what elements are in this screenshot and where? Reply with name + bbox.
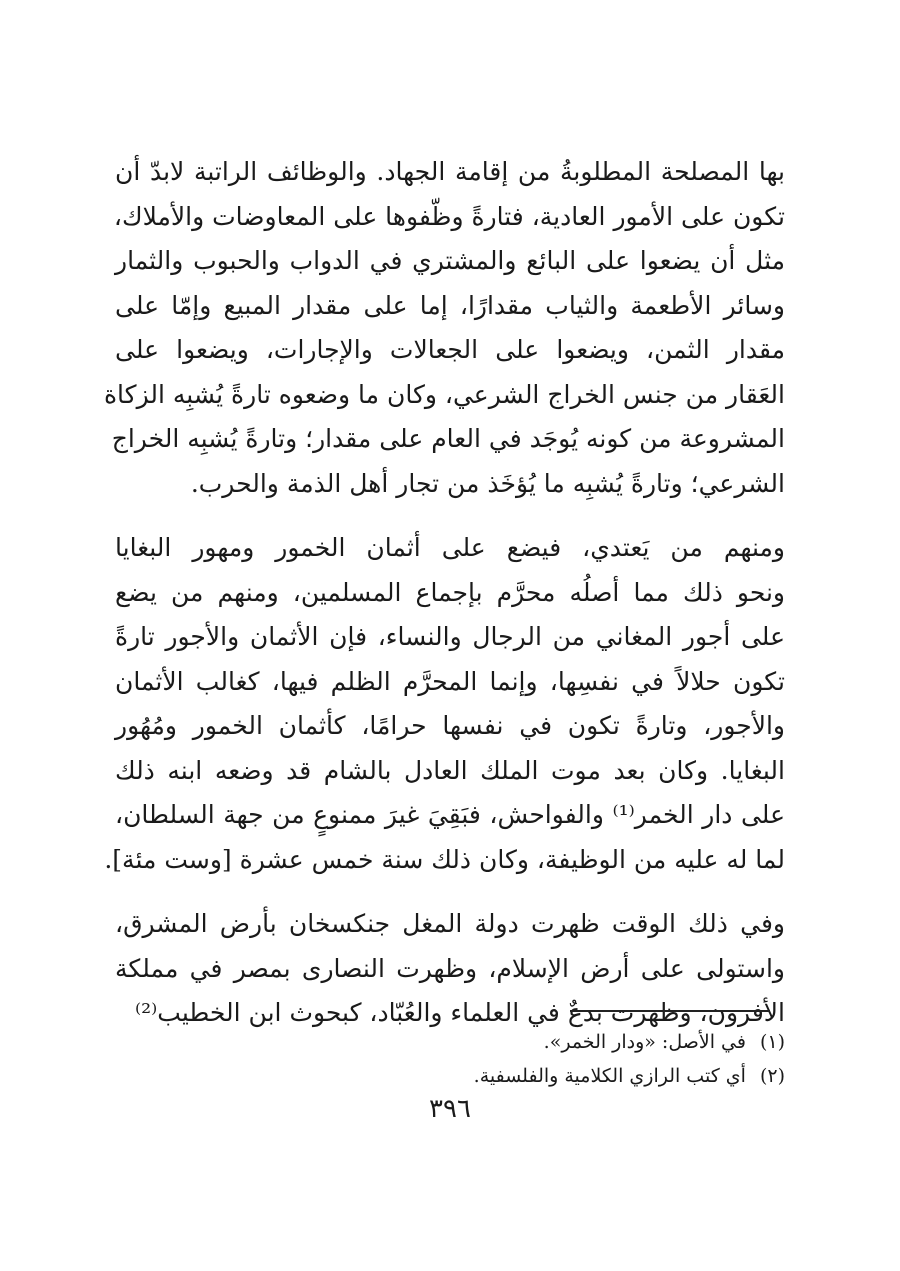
text-line: وسائر الأطعمة والثياب مقدارًا، إما على مقدار المبيع وإمّا على xyxy=(115,290,785,320)
footnote-text: في الأصل: «ودار الخمر». xyxy=(543,1031,746,1053)
footnotes xyxy=(115,1025,785,1093)
text-line: والأجور، وتارةً تكون في نفسها حرامًا، كأثمان الخمور ومُهُور xyxy=(115,711,785,740)
text-line: العَقار من جنس الخراج الشرعي، وكان ما وضعوه تارةً يُشبِه الزكاة xyxy=(103,379,785,409)
text-line: تكون حلالاً في نفسِها، وإنما المحرَّم الظلم فيها، كغالب الأثمان xyxy=(115,666,785,696)
text-line: ومنهم من يَعتدي، فيضع على أثمان الخمور ومهور البغايا xyxy=(115,533,785,562)
text-line: وفي ذلك الوقت ظهرت دولة المغل جنكسخان بأرض المشرق، xyxy=(115,909,785,938)
paragraph xyxy=(115,902,785,1036)
text-line: الشرعي؛ وتارةً يُشبِه ما يُؤخَذ من تجار أهل الذمة والحرب. xyxy=(190,468,785,498)
text-line: مثل أن يضعوا على البائع والمشتري في الدواب والحبوب والثمار xyxy=(115,246,785,275)
footnote-text: أي كتب الرازي الكلامية والفلسفية. xyxy=(473,1065,746,1087)
text-line: مقدار الثمن، ويضعوا على الجعالات والإجارات، ويضعوا على xyxy=(115,335,785,364)
footnote xyxy=(115,1025,785,1059)
text-line: واستولى على أرض الإسلام، وظهرت النصارى بمصر في مملكة xyxy=(115,953,785,983)
paragraph xyxy=(104,526,785,882)
text-line: البغايا. وكان بعد موت الملك العادل بالشام قد وضعه ابنه ذلك xyxy=(115,755,785,785)
page-number: ٣٩٦ xyxy=(429,1094,471,1124)
footnote xyxy=(115,1059,785,1093)
text-line: لما له عليه من الوظيفة، وكان ذلك سنة خمس عشرة [وست مئة]. xyxy=(104,844,785,874)
text-line: على أجور المغاني من الرجال والنساء، فإن الأثمان والأجور تارةً xyxy=(115,622,785,651)
text-line: بها المصلحة المطلوبةُ من إقامة الجهاد. والوظائف الراتبة لابدّ أن xyxy=(115,157,785,186)
text-line: المشروعة من كونه يُوجَد في العام على مقدار؛ وتارةً يُشبِه الخراج xyxy=(111,424,785,453)
text-line: على دار الخمر⁽¹⁾ والفواحش، فبَقِيَ غيرَ ممنوعٍ من جهة السلطان، xyxy=(115,800,785,829)
text-line: ونحو ذلك مما أصلُه محرَّم بإجماع المسلمين، ومنهم من يضع xyxy=(115,577,785,607)
paragraph xyxy=(103,150,785,506)
text-line: الأفرون، وظهرت بدعٌ في العلماء والعُبّاد، كبحوث ابن الخطيب⁽²⁾ xyxy=(135,998,785,1027)
text-line: تكون على الأمور العادية، فتارةً وظّفوها على المعاوضات والأملاك، xyxy=(113,201,785,231)
footnote-divider xyxy=(570,1010,770,1012)
footnote-number: (٢) xyxy=(759,1065,785,1087)
footnote-number: (١) xyxy=(759,1031,785,1053)
page-body xyxy=(103,150,785,1036)
